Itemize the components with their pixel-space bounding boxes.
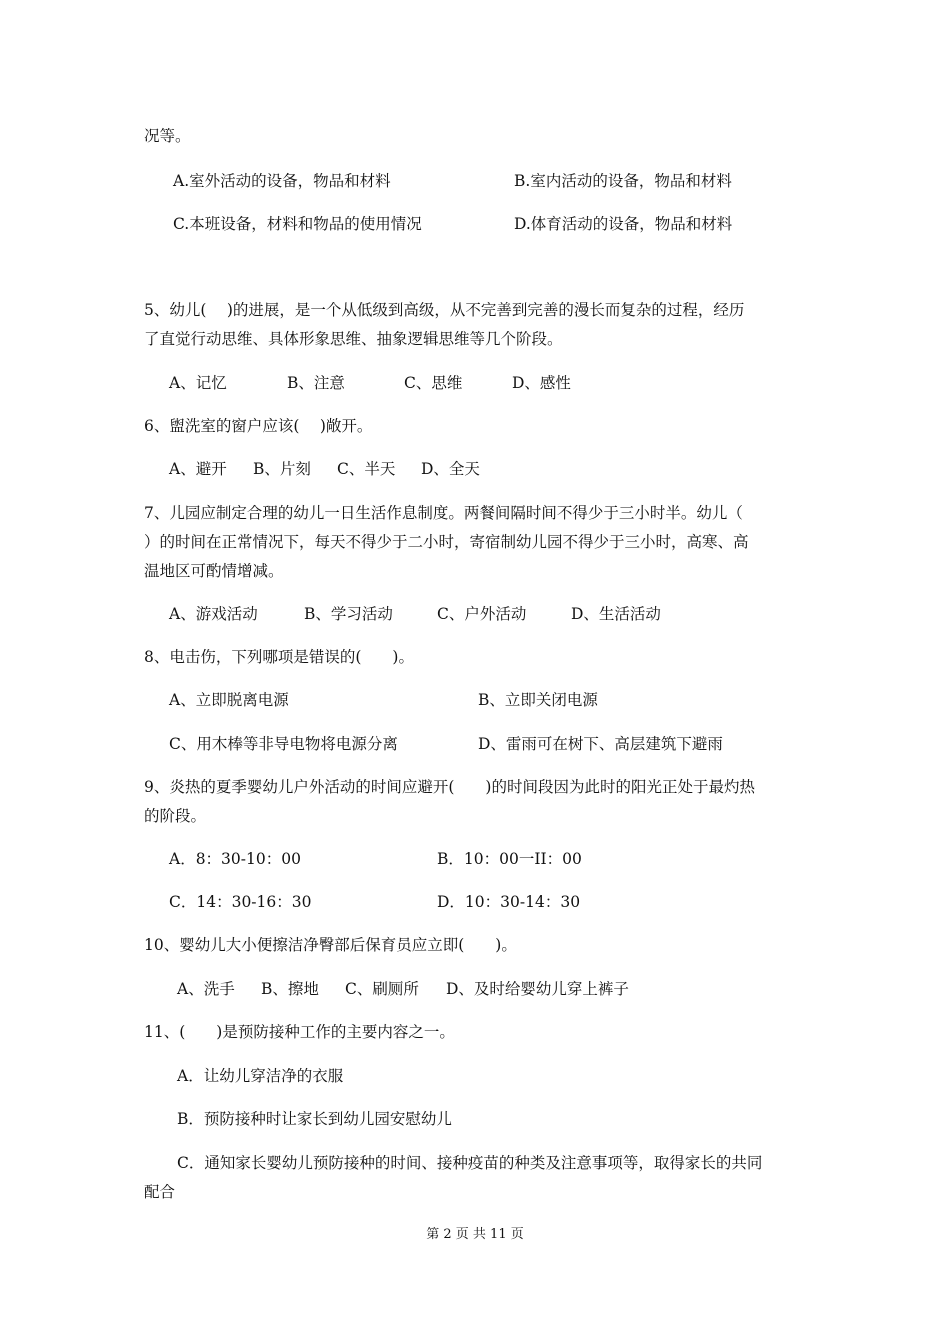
option-c: C.本班设备，材料和物品的使用情况 [173,215,422,233]
question-9-line-1: 9、炎热的夏季婴幼儿户外活动的时间应避开( )的时间段因为此时的阳光正处于最灼热 [144,778,755,796]
option-c-line-2: 配合 [144,1183,176,1201]
option-c: C、半天 [337,460,396,478]
option-a: A、避开 [169,460,227,478]
option-b: B．10：00一II：00 [437,850,582,868]
option-c: C．14：30-16：30 [169,893,312,911]
option-a: A、立即脱离电源 [169,691,289,709]
question-11: 11、( )是预防接种工作的主要内容之一。 [144,1023,455,1041]
question-6: 6、盥洗室的窗户应该( )敞开。 [144,417,373,435]
option-d: D、生活活动 [571,605,661,623]
option-d: D、感性 [512,374,571,392]
page-footer: 第 2 页 共 11 页 [426,1227,524,1242]
option-a: A、游戏活动 [169,605,258,623]
question-7-line-2: ）的时间在正常情况下，每天不得少于二小时，寄宿制幼儿园不得少于三小时，高寒、高 [144,533,749,551]
option-b: B、擦地 [261,980,319,998]
option-b: B、立即关闭电源 [478,691,598,709]
option-b: B、注意 [287,374,345,392]
option-c-line-1: C．通知家长婴幼儿预防接种的时间、接种疫苗的种类及注意事项等，取得家长的共同 [177,1154,763,1172]
option-a: A、洗手 [177,980,235,998]
option-d: D．10：30-14：30 [437,893,581,911]
option-b: B、学习活动 [304,605,393,623]
option-b: B.室内活动的设备，物品和材料 [514,172,732,190]
option-d: D、全天 [421,460,480,478]
text-line: 况等。 [144,127,191,145]
question-5-line-2: 了直觉行动思维、具体形象思维、抽象逻辑思维等几个阶段。 [144,330,563,348]
option-d: D、及时给婴幼儿穿上裤子 [446,980,629,998]
option-a: A.室外活动的设备，物品和材料 [173,172,391,190]
question-5-line-1: 5、幼儿( )的进展，是一个从低级到高级，从不完善到完善的漫长而复杂的过程，经历 [144,301,745,319]
option-c: C、思维 [404,374,463,392]
option-c: C、刷厕所 [345,980,419,998]
option-b: B、片刻 [253,460,311,478]
question-7-line-3: 温地区可酌情增减。 [144,562,284,580]
question-9-line-2: 的阶段。 [144,807,207,825]
question-8: 8、电击伤，下列哪项是错误的( )。 [144,648,414,666]
option-c: C、户外活动 [437,605,527,623]
option-a: A．8：30-10：00 [169,850,301,868]
question-7-line-1: 7、儿园应制定合理的幼儿一日生活作息制度。两餐间隔时间不得少于三小时半。幼儿（ [144,504,743,522]
option-a: A、记忆 [169,374,227,392]
option-d: D.体育活动的设备，物品和材料 [514,215,733,233]
option-d: D、雷雨可在树下、高层建筑下避雨 [478,735,723,753]
option-c: C、用木棒等非导电物将电源分离 [169,735,398,753]
option-b: B．预防接种时让家长到幼儿园安慰幼儿 [177,1110,452,1128]
option-a: A．让幼儿穿洁净的衣服 [177,1067,344,1085]
question-10: 10、婴幼儿大小便擦洁净臀部后保育员应立即( )。 [144,936,517,954]
